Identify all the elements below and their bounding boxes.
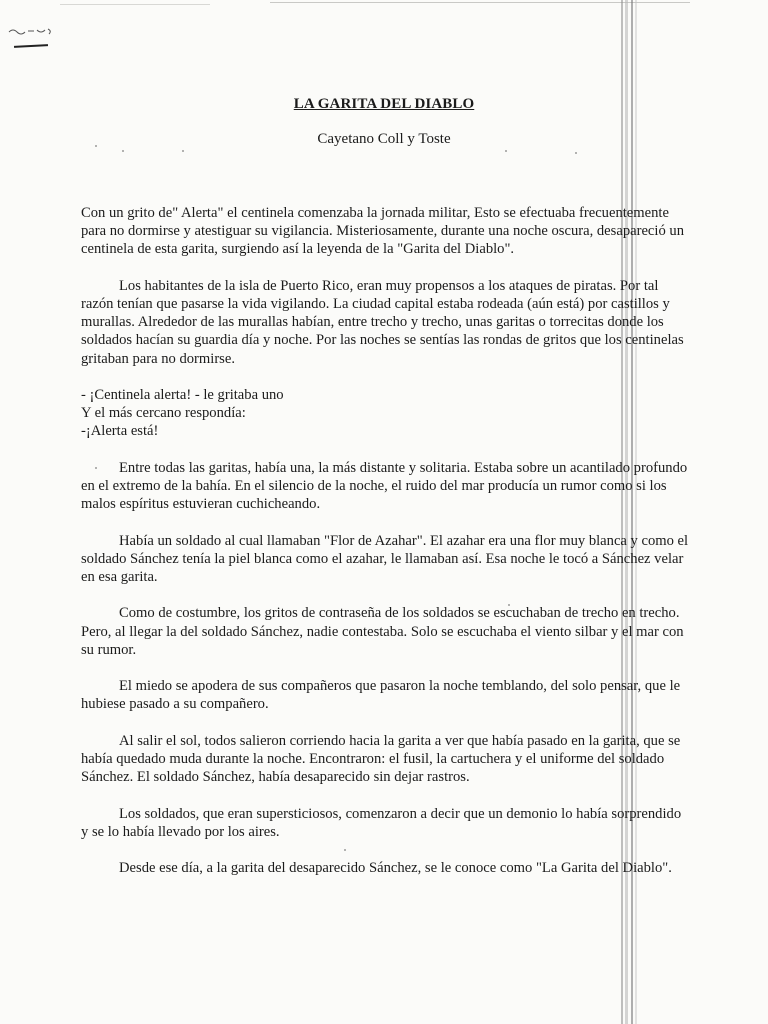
dialogue-line: Y el más cercano respondía: xyxy=(81,405,246,422)
paragraph: Entre todas las garitas, había una, la más distante y solitaria. Estaba sobre un acantilado profundo en el extremo de la bahía. En el silencio de la noche, el ruido del mar producía un rumor como si los malos espíritus estuvieran cuchicheando. xyxy=(81,459,688,513)
handwritten-scribble xyxy=(8,26,54,36)
paragraph: El miedo se apodera de sus compañeros que pasaron la noche temblando, del solo pensar, que le hubiese pasado a su compañero. xyxy=(81,678,681,713)
document-title: LA GARITA DEL DIABLO xyxy=(293,96,475,112)
paragraph: Como de costumbre, los gritos de contraseña de los soldados se escuchaban de trecho en trecho. Pero, al llegar la del soldado Sánchez, nadie contestaba. Solo se escuchaba el viento silbar y el mar con su rumor. xyxy=(81,605,684,658)
dialogue-line: - ¡Centinela alerta! - le gritaba uno xyxy=(81,387,284,403)
scan-speck xyxy=(122,150,124,152)
paragraph: Los soldados, que eran supersticiosos, comenzaron a decir que un demonio lo había sorprendido y se lo había llevado por los aires. xyxy=(81,805,682,840)
pen-stroke xyxy=(14,44,48,48)
paragraph: Desde ese día, a la garita del desaparecido Sánchez, se le conoce como "La Garita del Diablo". xyxy=(119,860,672,877)
document-body xyxy=(81,204,689,896)
document-author: Cayetano Coll y Toste xyxy=(317,131,451,147)
dialogue-block xyxy=(81,386,689,441)
paragraph: Al salir el sol, todos salieron corriendo hacia la garita a ver que había pasado en la garita, que se había quedado muda durante la noche. Encontraron: el fusil, la cartuchera y el uniforme del soldado Sánchez. El soldado Sánchez, había desaparecido sin dejar rastros. xyxy=(81,732,681,786)
scan-top-edge-faint xyxy=(60,4,210,5)
paragraph: Había un soldado al cual llamaban "Flor de Azahar". El azahar era una flor muy blanca y como el soldado Sánchez tenía la piel blanca como el azahar, le llamaban así. Esa noche le tocó a Sánchez velar en esa garita. xyxy=(81,532,689,585)
scan-speck xyxy=(182,150,184,152)
scan-speck xyxy=(505,150,507,152)
scan-speck xyxy=(575,152,577,154)
dialogue-line: -¡Alerta está! xyxy=(81,423,159,440)
paragraph: Con un grito de" Alerta" el centinela comenzaba la jornada militar, Esto se efectuaba frecuentemente para no dormirse y atestiguar su vigilancia. Misteriosamente, durante una noche oscura, desapareció un centinela de esta garita, surgiendo así la leyenda de la "Garita del Diablo". xyxy=(81,205,684,258)
paragraph: Los habitantes de la isla de Puerto Rico, eran muy propensos a los ataques de piratas. Por tal razón tenían que pasarse la vida vigilando. La ciudad capital estaba rodeada (aún está) por castillos y murallas. Alrededor de las murallas habían, entre trecho y trecho, unas garitas o torrecitas donde los soldados hacían su guardia día y noche. Por las noches se sentías las rondas de gritos que los centinelas gritaban para no dormirse. xyxy=(81,277,684,367)
